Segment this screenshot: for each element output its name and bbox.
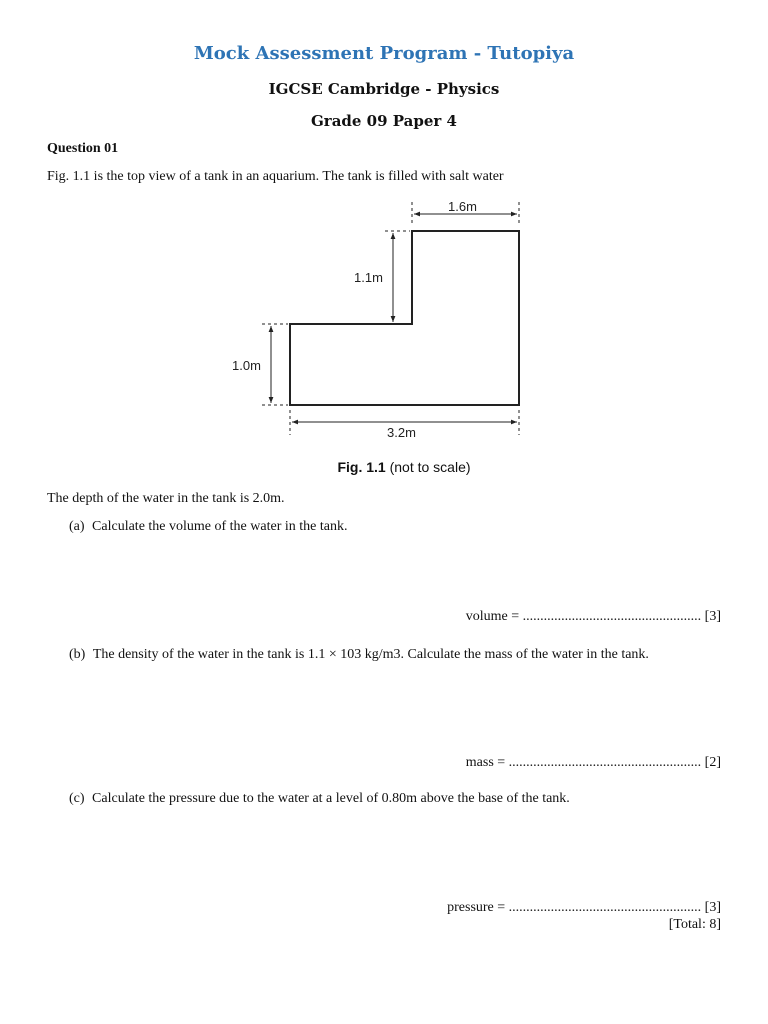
part-c-label: (c) — [69, 791, 85, 806]
figure-caption — [0, 459, 768, 475]
part-a-answer-blank[interactable]: ................................................... — [522, 609, 702, 624]
part-a-label: (a) — [69, 519, 85, 534]
depth-statement: The depth of the water in the tank is 2.0m. — [47, 491, 285, 506]
part-a-answer-label: volume = — [465, 609, 523, 624]
grade-paper-subtitle: Grade 09 Paper 4 — [311, 112, 457, 130]
part-b-answer-line — [466, 755, 721, 771]
part-c-answer-blank[interactable]: ....................................................... — [508, 900, 702, 915]
part-a-answer-line — [466, 609, 721, 625]
part-a-marks: [3] — [704, 609, 721, 624]
part-a-question — [69, 519, 347, 535]
figure-caption-label: Fig. 1.1 — [337, 459, 386, 475]
tank-outline — [290, 231, 519, 405]
total-marks: [Total: 8] — [668, 917, 721, 932]
question-intro: Fig. 1.1 is the top view of a tank in an aquarium. The tank is filled with salt water — [47, 169, 504, 184]
dim-label-top: 1.6m — [448, 199, 477, 214]
part-b-text: The density of the water in the tank is 1.1 × 103 kg/m3. Calculate the mass of the water in the tank. — [92, 647, 649, 662]
part-b-question — [69, 647, 649, 663]
part-b-answer-label: mass = — [465, 755, 509, 770]
part-c-question — [69, 791, 570, 807]
exam-board-subtitle: IGCSE Cambridge - Physics — [268, 80, 500, 98]
tank-top-view-diagram — [0, 0, 768, 480]
part-b-marks: [2] — [704, 755, 721, 770]
part-b-label: (b) — [69, 647, 86, 662]
part-c-text: Calculate the pressure due to the water at a level of 0.80m above the base of the tank. — [92, 791, 570, 806]
part-c-marks: [3] — [704, 900, 721, 915]
dim-label-bottom: 3.2m — [387, 425, 416, 440]
page-title: Mock Assessment Program - Tutopiya — [193, 43, 575, 64]
part-a-text: Calculate the volume of the water in the tank. — [92, 519, 348, 534]
dim-label-upper-left: 1.1m — [354, 270, 383, 285]
dim-label-left: 1.0m — [232, 358, 261, 373]
question-heading: Question 01 — [47, 141, 119, 156]
part-c-answer-line — [447, 900, 721, 916]
part-c-answer-label: pressure = — [447, 900, 509, 915]
figure-caption-note: (not to scale) — [385, 459, 471, 475]
part-b-answer-blank[interactable]: ....................................................... — [508, 755, 702, 770]
